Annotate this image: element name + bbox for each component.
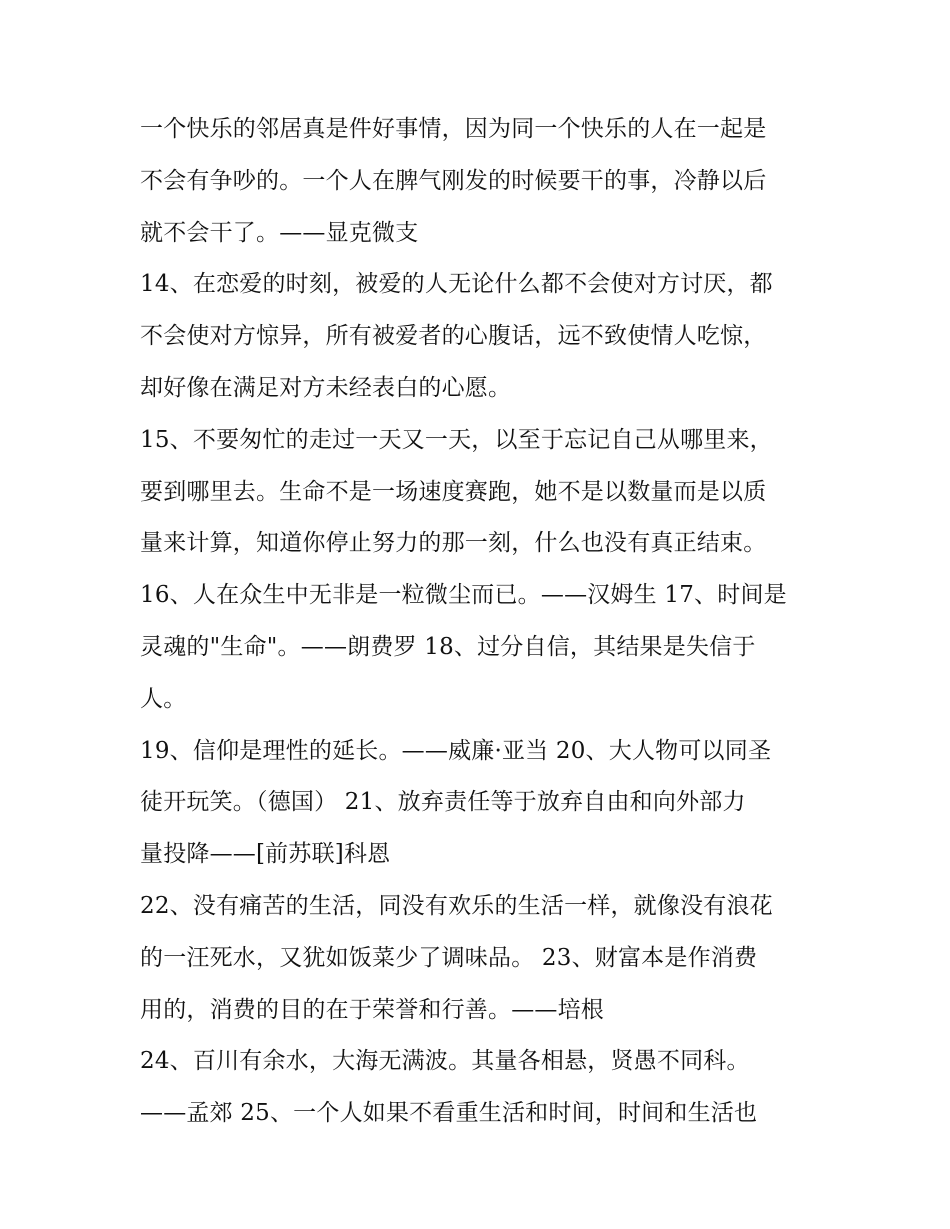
text-line: 不会有争吵的。一个人在脾气刚发的时候要干的事，冷静以后 <box>140 167 767 194</box>
text-line: ——孟郊 25、一个人如果不看重生活和时间，时间和生活也 <box>140 1100 758 1127</box>
text-line: 用的，消费的目的在于荣誉和行善。——培根 <box>140 996 604 1023</box>
document-body <box>140 104 830 1140</box>
text-line: 16、人在众生中无非是一粒微尘而已。——汉姆生 17、时间是 <box>140 582 787 609</box>
text-line: 15、不要匆忙的走过一天又一天，以至于忘记自己从哪里来， <box>140 426 773 453</box>
text-line: 一个快乐的邻居真是件好事情，因为同一个快乐的人在一起是 <box>140 116 767 142</box>
text-line: 灵魂的"生命"。——朗费罗 18、过分自信，其结果是失信于 <box>140 633 756 660</box>
text-line: 却好像在满足对方未经表白的心愿。 <box>140 374 512 401</box>
text-line: 14、在恋爱的时刻，被爱的人无论什么都不会使对方讨厌，都 <box>140 271 773 298</box>
text-line: 24、百川有余水，大海无满波。其量各相悬，贤愚不同科。 <box>140 1048 750 1075</box>
text-line: 要到哪里去。生命不是一场速度赛跑，她不是以数量而是以质 <box>140 478 767 505</box>
text-line: 徒开玩笑。（德国） 21、放弃责任等于放弃自由和向外部力 <box>140 789 746 816</box>
text-line: 就不会干了。——显克微支 <box>140 219 419 246</box>
text-line: 不会使对方惊异，所有被爱者的心腹话，远不致使情人吃惊， <box>140 323 767 350</box>
text-line: 量来计算，知道你停止努力的那一刻，什么也没有真正结束。 <box>140 530 767 557</box>
text-line: 人。 <box>140 685 187 712</box>
text-line: 的一汪死水，又犹如饭菜少了调味品。 23、财富本是作消费 <box>140 944 758 971</box>
text-line: 量投降——[前苏联]科恩 <box>140 841 391 868</box>
text-line: 19、信仰是理性的延长。——威廉·亚当 20、大人物可以同圣 <box>140 737 772 764</box>
text-line: 22、没有痛苦的生活，同没有欢乐的生活一样，就像没有浪花 <box>140 892 773 919</box>
